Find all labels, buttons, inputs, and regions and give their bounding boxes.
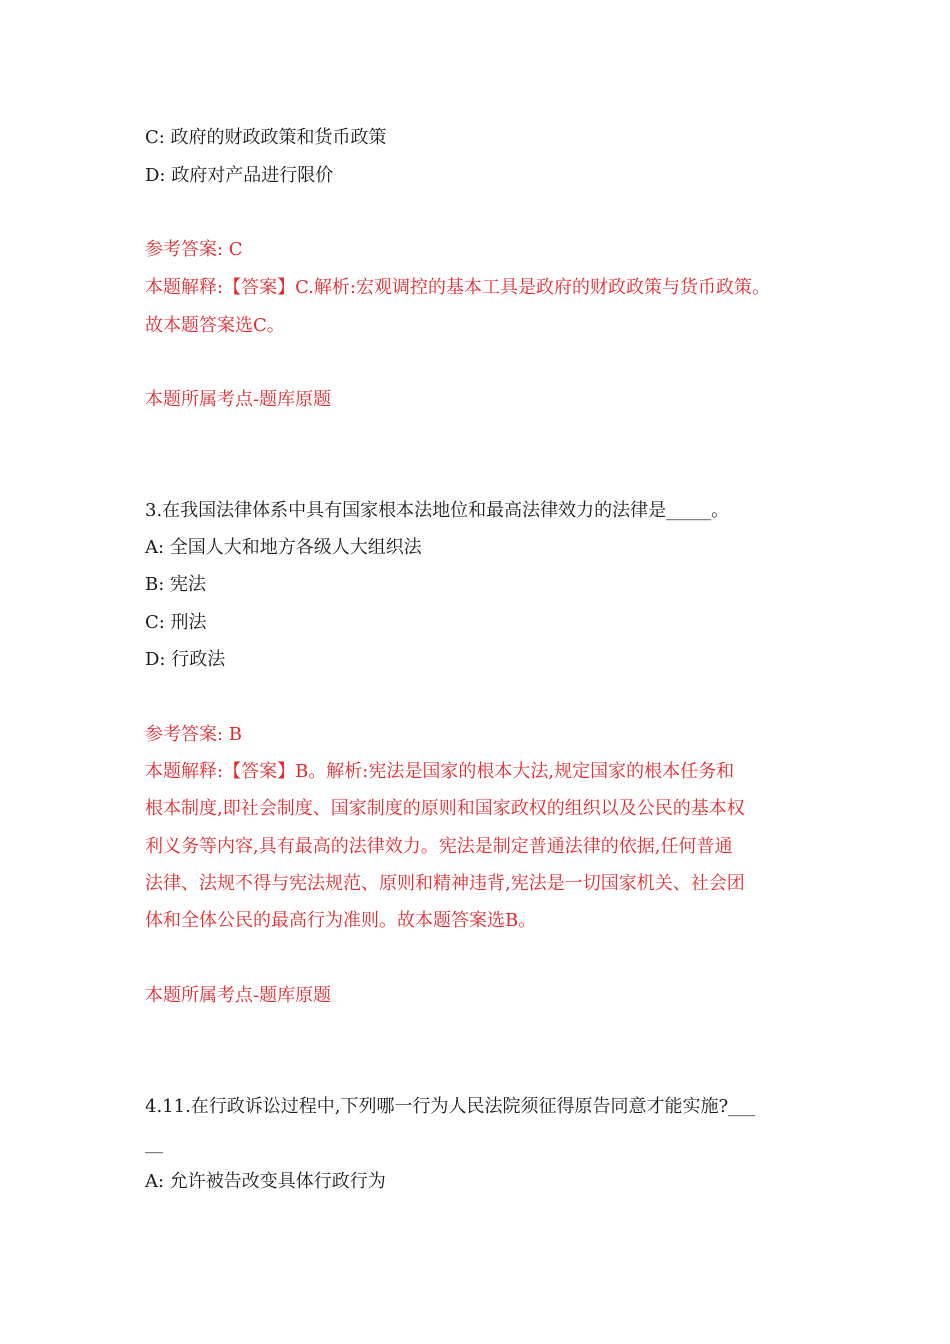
q3-question: 3.在我国法律体系中具有国家根本法地位和最高法律效力的法律是_____。 <box>145 500 730 521</box>
q2-explanation-line: 本题解释:【答案】C.解析:宏观调控的基本工具是政府的财政政策与货币政策。 <box>145 277 770 298</box>
q2-option-d: D: 政府对产品进行限价 <box>145 165 334 186</box>
q3-option-a: A: 全国人大和地方各级人大组织法 <box>145 537 422 558</box>
q3-answer: 参考答案: B <box>145 724 243 745</box>
q4-question-line: __ <box>145 1133 163 1154</box>
q3-option-c: C: 刑法 <box>145 612 207 633</box>
q3-explanation-line: 利义务等内容,具有最高的法律效力。宪法是制定普通法律的依据,任何普通 <box>145 836 733 857</box>
q4-question-line: 4.11.在行政诉讼过程中,下列哪一行为人民法院须征得原告同意才能实施?___ <box>145 1096 756 1117</box>
q3-explanation-line: 体和全体公民的最高行为准则。故本题答案选B。 <box>145 910 537 931</box>
q2-answer: 参考答案: C <box>145 239 243 260</box>
q2-option-c: C: 政府的财政政策和货币政策 <box>145 127 387 148</box>
q3-option-b: B: 宪法 <box>145 574 207 595</box>
q3-explanation-line: 本题解释:【答案】B。解析:宪法是国家的根本大法,规定国家的根本任务和 <box>145 761 735 782</box>
q3-option-d: D: 行政法 <box>145 649 226 670</box>
q2-topic: 本题所属考点-题库原题 <box>145 389 332 410</box>
q4-option-a: A: 允许被告改变具体行政行为 <box>145 1171 386 1192</box>
q3-topic: 本题所属考点-题库原题 <box>145 985 332 1006</box>
q2-explanation-line: 故本题答案选C。 <box>145 315 285 336</box>
q3-explanation-line: 根本制度,即社会制度、国家制度的原则和国家政权的组织以及公民的基本权 <box>145 798 745 819</box>
q3-explanation-line: 法律、法规不得与宪法规范、原则和精神违背,宪法是一切国家机关、社会团 <box>145 873 745 894</box>
